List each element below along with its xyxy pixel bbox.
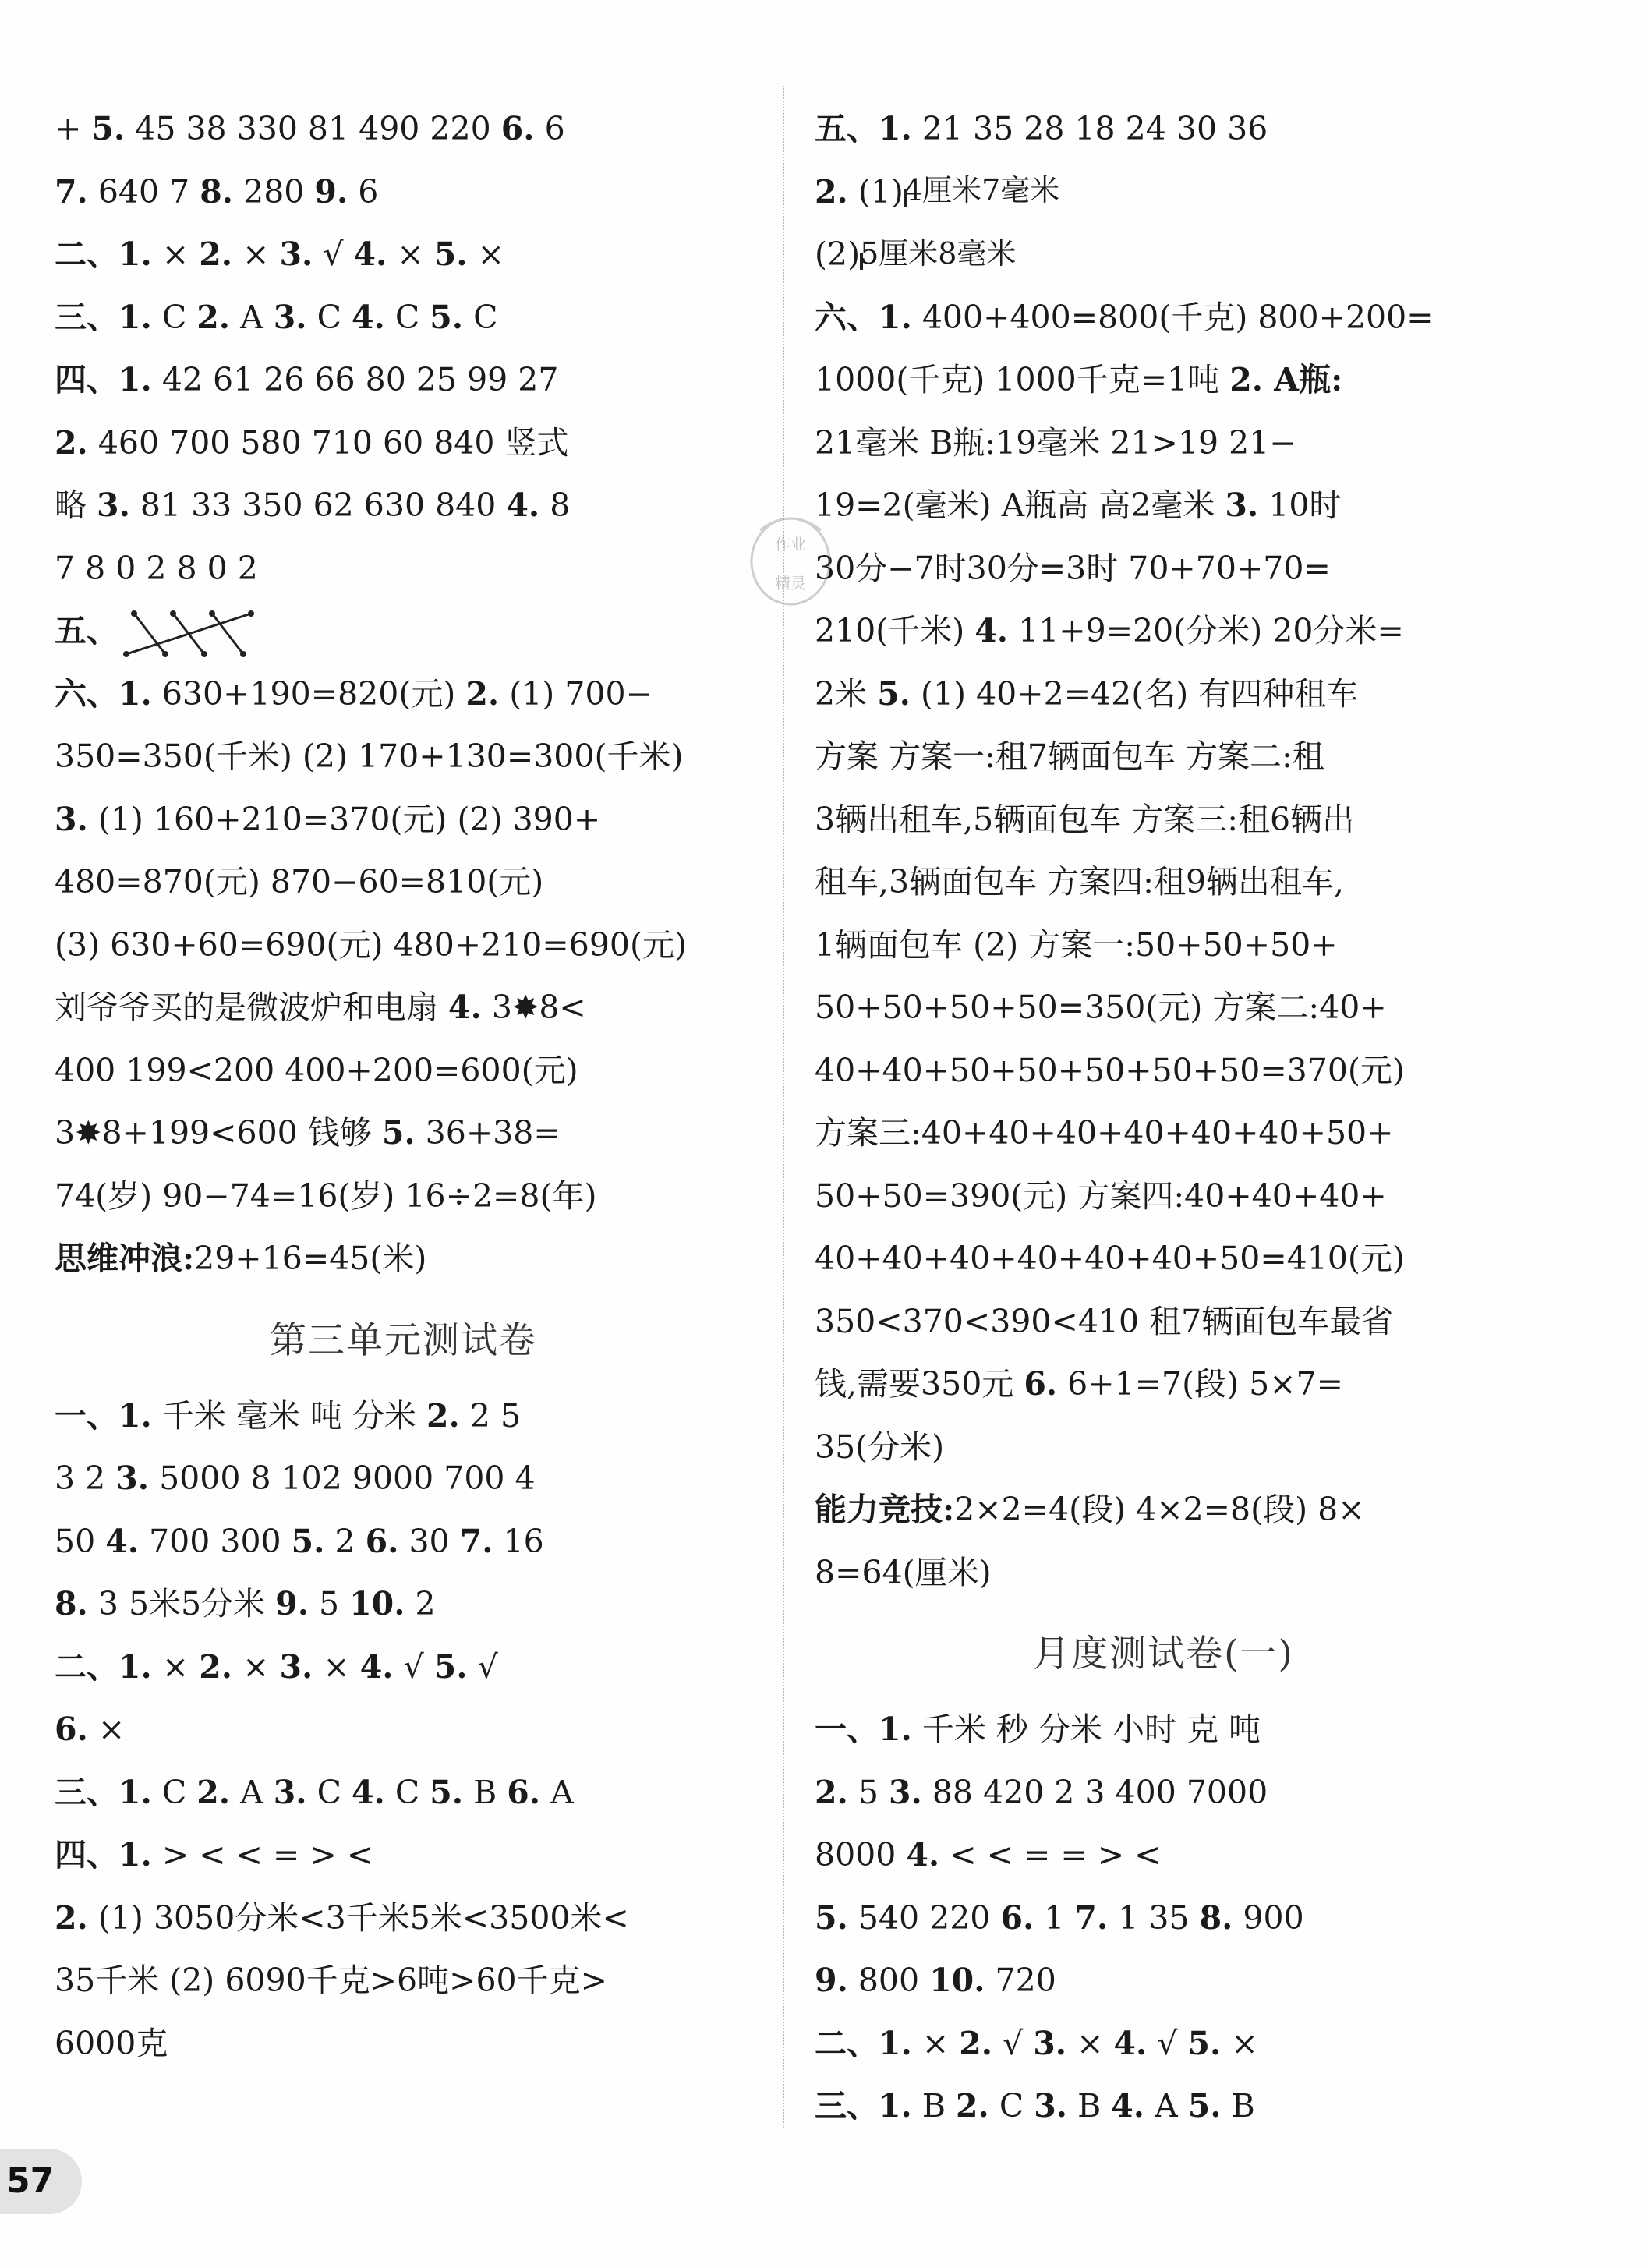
answer-text: × — [232, 235, 280, 273]
answer-text: 42 61 26 66 80 25 99 27 — [151, 361, 559, 398]
answer-text: C — [384, 298, 430, 336]
question-number: 4. — [974, 612, 1009, 649]
question-number: 6. — [1000, 1898, 1034, 1937]
answer-text: 45 38 330 81 490 220 — [125, 110, 501, 147]
answer-text: × — [87, 1711, 126, 1748]
answer-text: 50+50=390(元) 方案四:40+40+40+ — [815, 1176, 1387, 1215]
question-number: 3. — [115, 1460, 150, 1497]
answer-text: 800 — [847, 1962, 930, 1999]
answer-text: 3 5米5分米 — [87, 1585, 276, 1622]
question-number: 2. — [959, 2024, 993, 2062]
question-number: 能力竞技: — [815, 1491, 955, 1528]
question-number: 7. — [1074, 1898, 1109, 1937]
answer-text: × — [1066, 2024, 1114, 2062]
answer-text: √ — [992, 2024, 1034, 2062]
question-number: 3. — [55, 800, 88, 838]
answer-text: B — [1067, 2087, 1112, 2125]
section-title: 月度测试卷(一) — [1033, 1633, 1294, 1675]
answer-text: 16 — [493, 1522, 544, 1560]
question-number: 3. — [97, 487, 130, 524]
answer-line — [815, 1824, 1512, 1887]
answer-text: 2 — [324, 1522, 366, 1560]
answer-line — [55, 97, 752, 161]
answer-line — [815, 1478, 1512, 1541]
answer-text: A — [230, 298, 274, 336]
answer-text: 630+190=820(元) — [151, 674, 466, 713]
question-number: 5. — [1187, 2087, 1222, 2125]
answer-line — [55, 1636, 752, 1699]
match-line — [212, 614, 243, 654]
answer-text: 3✸8< — [481, 989, 586, 1026]
answer-text: 6000克 — [55, 2024, 168, 2062]
match-line — [126, 614, 251, 654]
answer-text: B — [463, 1773, 508, 1811]
question-number: 二、1. — [55, 1647, 152, 1686]
question-number: 2. — [465, 674, 500, 713]
question-number: 6. — [1024, 1365, 1058, 1403]
answer-line — [815, 1949, 1512, 2012]
answer-line — [55, 1949, 752, 2012]
answer-line — [55, 1761, 752, 1824]
answer-line — [815, 1165, 1512, 1228]
answer-line — [815, 412, 1512, 475]
question-number: 9. — [275, 1585, 309, 1622]
answer-line — [55, 1165, 752, 1228]
answer-line — [815, 1290, 1512, 1353]
question-number: 四、1. — [55, 1836, 152, 1873]
answer-text: C — [988, 2087, 1034, 2125]
question-number: 5. — [91, 110, 126, 147]
answer-text: 36+38= — [415, 1114, 561, 1152]
question-number: 10. — [929, 1962, 985, 1999]
question-number: 6. — [365, 1522, 399, 1560]
question-number: 8. — [55, 1585, 88, 1622]
question-number: 6. — [55, 1711, 88, 1748]
answer-text: 19=2(毫米) A瓶高 高2毫米 — [815, 487, 1225, 524]
answer-line — [815, 976, 1512, 1039]
answer-text: × — [313, 1647, 360, 1686]
answer-text: 50+50+50+50=350(元) 方案二:40+ — [815, 989, 1387, 1026]
answer-text: B — [911, 2087, 957, 2125]
question-number: 三、1. — [55, 298, 152, 336]
answer-text: > < < = > < — [151, 1836, 374, 1873]
answer-text: √ — [1147, 2024, 1188, 2062]
answer-text: 6 — [348, 172, 379, 211]
question-number: 2. — [1229, 361, 1263, 398]
question-number: 一、1. — [55, 1396, 152, 1435]
answer-text: 21 35 28 18 24 30 36 — [911, 110, 1268, 147]
answer-text: 640 7 — [87, 172, 200, 211]
answer-text: 2米 — [815, 674, 878, 713]
segment-bar — [860, 253, 863, 270]
answer-line — [55, 1573, 752, 1636]
answer-text: (1) 3050分米<3千米5米<3500米< — [87, 1898, 629, 1937]
question-number: 3. — [1225, 487, 1259, 524]
answer-line — [55, 286, 752, 349]
answer-text: (2) — [815, 235, 861, 273]
answer-line — [55, 914, 752, 977]
question-number: 二、1. — [815, 2024, 912, 2062]
question-number: 4. — [448, 989, 482, 1026]
answer-line — [55, 976, 752, 1039]
question-number: 7. — [55, 172, 88, 211]
answer-text: 50 — [55, 1522, 106, 1560]
right-column — [815, 97, 1512, 2138]
page-number: 57 — [6, 2161, 55, 2201]
answer-line — [55, 1824, 752, 1887]
question-number: 四、1. — [55, 361, 152, 398]
answer-line — [55, 537, 752, 600]
answer-line — [815, 1039, 1512, 1102]
question-number: 4. — [506, 487, 540, 524]
answer-text: 2 — [405, 1585, 436, 1622]
answer-text: × — [232, 1647, 280, 1686]
question-number: 4. — [1111, 2087, 1145, 2125]
answer-line — [55, 223, 752, 286]
answer-line — [55, 663, 752, 726]
question-number: 6. — [500, 110, 535, 147]
question-number: 3. — [1034, 2087, 1068, 2125]
answer-text: 略 — [55, 487, 97, 524]
answer-text: 30分−7时30分=3时 70+70+70= — [815, 549, 1331, 587]
answer-text: 钱,需要350元 — [815, 1365, 1024, 1403]
answer-line — [55, 1698, 752, 1761]
answer-line — [55, 1227, 752, 1290]
watermark-bottom: 精灵 — [775, 574, 806, 593]
question-number: 2. — [199, 235, 233, 273]
answer-text: 40+40+40+40+40+40+50=410(元) — [815, 1240, 1405, 1277]
question-number: 五、 — [55, 612, 118, 649]
answer-text: 千米 毫米 吨 分米 — [151, 1396, 426, 1435]
answer-text: × — [1221, 2024, 1258, 2062]
answer-text: 2×2=4(段) 4×2=8(段) 8× — [954, 1491, 1365, 1528]
question-number: 3. — [1033, 2024, 1067, 2062]
answer-text: C — [463, 298, 498, 336]
answer-text: 5 — [847, 1773, 889, 1811]
question-number: 4. — [105, 1522, 140, 1560]
answer-text: 方案 方案一:租7辆面包车 方案二:租 — [815, 738, 1324, 775]
question-number: 二、1. — [55, 235, 152, 273]
answer-text: 35千米 (2) 6090千克>6吨>60千克> — [55, 1962, 607, 1999]
answer-line — [55, 1447, 752, 1510]
question-number: 8. — [1199, 1898, 1233, 1937]
question-number: A瓶: — [1263, 361, 1343, 398]
answer-text: × — [467, 235, 504, 273]
answer-line — [815, 788, 1512, 851]
question-number: 6. — [507, 1773, 541, 1811]
question-number: 5. — [433, 235, 468, 273]
section-title: 第三单元测试卷 — [270, 1318, 537, 1362]
answer-line — [815, 1761, 1512, 1824]
question-number: 7. — [459, 1522, 493, 1560]
answer-text: (1) — [847, 172, 904, 211]
answer-line — [815, 2075, 1512, 2138]
answer-line — [815, 1698, 1512, 1761]
answer-line — [815, 349, 1512, 412]
answer-text: 10时 — [1258, 487, 1342, 524]
answer-line — [55, 788, 752, 851]
answer-line — [55, 474, 752, 537]
question-number: 9. — [815, 1962, 848, 1999]
answer-line — [55, 412, 752, 475]
question-number: 六、1. — [815, 298, 912, 336]
answer-text: 8000 — [815, 1836, 907, 1873]
answer-line — [815, 1102, 1512, 1165]
answer-text: 刘爷爷买的是微波炉和电扇 — [55, 989, 449, 1026]
answer-text: 3 2 — [55, 1460, 116, 1497]
question-number: 2. — [956, 2087, 989, 2125]
left-column — [55, 97, 752, 2075]
answer-line — [815, 1227, 1512, 1290]
answer-line: (2) 5厘米8毫米 — [815, 235, 1017, 273]
question-number: 4. — [352, 1773, 385, 1811]
answer-line — [815, 1887, 1512, 1950]
answer-text: 租车,3辆面包车 方案四:租9辆出租车, — [815, 863, 1345, 900]
answer-text: × — [387, 235, 434, 273]
answer-text: (1) 40+2=42(名) 有四种租车 — [910, 674, 1359, 713]
answer-line — [55, 1887, 752, 1950]
answer-text: A — [1144, 2087, 1188, 2125]
answer-line — [815, 1353, 1512, 1416]
answer-line: 2. (1) 4厘米7毫米 — [815, 172, 1060, 211]
question-number: 3. — [273, 298, 307, 336]
question-number: 3. — [273, 1773, 307, 1811]
answer-text: 21毫米 B瓶:19毫米 21>19 21− — [815, 423, 1296, 462]
question-number: 5. — [430, 298, 464, 336]
answer-text: × — [151, 1647, 200, 1686]
answer-line — [815, 97, 1512, 161]
answer-text: 900 — [1233, 1898, 1304, 1937]
answer-text: 2 5 — [459, 1396, 522, 1435]
answer-line — [55, 1510, 752, 1573]
question-number: 2. — [196, 298, 231, 336]
question-number: 一、1. — [815, 1711, 912, 1748]
question-number: 3. — [888, 1773, 922, 1811]
answer-line — [815, 1416, 1512, 1479]
question-number: 三、1. — [815, 2087, 912, 2125]
answer-text: × — [911, 2024, 960, 2062]
answer-line — [815, 474, 1512, 537]
answer-text: 8=64(厘米) — [815, 1553, 992, 1591]
answer-line — [55, 1102, 752, 1165]
question-number: 思维冲浪: — [55, 1240, 195, 1277]
answer-text: 460 700 580 710 60 840 竖式 — [87, 423, 569, 462]
question-number: 2. — [55, 423, 88, 462]
column-divider — [783, 86, 784, 2128]
answer-line — [815, 663, 1512, 726]
answer-text: + — [55, 110, 92, 147]
answer-text: B — [1221, 2087, 1255, 2125]
answer-text: × — [151, 235, 200, 273]
question-number: 2. — [196, 1773, 231, 1811]
question-number: 4. — [359, 1647, 394, 1686]
answer-text: 1辆面包车 (2) 方案一:50+50+50+ — [815, 925, 1338, 964]
answer-text: (3) 630+60=690(元) 480+210=690(元) — [55, 925, 687, 964]
question-number: 2. — [815, 172, 848, 211]
question-number: 3. — [279, 235, 313, 273]
match-line — [134, 614, 165, 654]
matching-lines-diagram — [118, 603, 267, 665]
answer-text: C — [306, 298, 352, 336]
answer-text: 方案三:40+40+40+40+40+40+50+ — [815, 1114, 1394, 1152]
question-number: 8. — [200, 172, 234, 211]
answer-text: C — [151, 1773, 197, 1811]
answer-line — [815, 725, 1512, 788]
answer-text: (1) 700− — [499, 674, 653, 713]
question-number: 五、1. — [815, 110, 912, 147]
answer-text: 7 8 0 2 8 0 2 — [55, 549, 258, 587]
answer-text: C — [151, 298, 197, 336]
answer-text: (1) 160+210=370(元) (2) 390+ — [87, 800, 601, 838]
answer-text: 11+9=20(分米) 20分米= — [1008, 612, 1404, 649]
answer-text: √ — [467, 1647, 498, 1686]
answer-text: 350=350(千米) (2) 170+130=300(千米) — [55, 738, 684, 775]
answer-line — [815, 914, 1512, 977]
answer-line — [55, 161, 752, 224]
question-number: 3. — [279, 1647, 313, 1686]
answer-line — [815, 286, 1512, 349]
answer-line — [815, 2012, 1512, 2075]
answer-text: 40+40+50+50+50+50+50=370(元) — [815, 1051, 1405, 1089]
question-number: 5. — [430, 1773, 464, 1811]
answer-line — [55, 851, 752, 914]
question-number: 2. — [199, 1647, 233, 1686]
answer-text: √ — [393, 1647, 434, 1686]
question-number: 2. — [55, 1898, 88, 1937]
answer-text: 400+400=800(千克) 800+200= — [911, 298, 1434, 336]
answer-text: 540 220 — [847, 1898, 1001, 1937]
answer-text: 35(分米) — [815, 1428, 945, 1466]
question-number: 10. — [349, 1585, 405, 1622]
question-number: 5. — [815, 1898, 848, 1937]
answer-text: √ — [313, 235, 354, 273]
question-number: 4. — [353, 235, 387, 273]
question-number: 5. — [433, 1647, 468, 1686]
answer-text: 1 35 — [1108, 1898, 1200, 1937]
answer-text: A — [230, 1773, 274, 1811]
question-number: 9. — [314, 172, 348, 211]
question-number: 六、1. — [55, 674, 152, 713]
answer-text: C — [384, 1773, 430, 1811]
answer-text: 74(岁) 90−74=16(岁) 16÷2=8(年) — [55, 1176, 597, 1215]
answer-text: 3辆出租车,5辆面包车 方案三:租6辆出 — [815, 800, 1355, 838]
segment-bar — [904, 189, 907, 207]
answer-line — [815, 600, 1512, 663]
answer-text: 700 300 — [139, 1522, 292, 1560]
answer-text: 400 199<200 400+200=600(元) — [55, 1051, 578, 1089]
answer-text: 6+1=7(段) 5×7= — [1057, 1365, 1344, 1403]
question-number: 4. — [352, 298, 385, 336]
question-number: 2. — [426, 1396, 460, 1435]
answer-text: 30 — [398, 1522, 460, 1560]
question-number: 5. — [877, 674, 911, 713]
answer-text: 5000 8 102 9000 700 4 — [149, 1460, 536, 1497]
answer-line — [55, 2012, 752, 2075]
answer-line — [55, 1039, 752, 1102]
answer-text: 8 — [539, 487, 571, 524]
question-number: 2. — [815, 1773, 848, 1811]
answer-text: 480=870(元) 870−60=810(元) — [55, 863, 544, 900]
question-number: 5. — [1187, 2024, 1222, 2062]
answer-line — [55, 725, 752, 788]
answer-line — [55, 349, 752, 412]
answer-text: 350<370<390<410 租7辆面包车最省 — [815, 1302, 1394, 1340]
answer-text: 720 — [985, 1962, 1056, 1999]
answer-text: C — [306, 1773, 352, 1811]
watermark-stamp — [744, 507, 836, 608]
answer-text: A — [540, 1773, 574, 1811]
answer-text: 5 — [308, 1585, 350, 1622]
answer-line — [55, 1385, 752, 1448]
answer-line — [815, 537, 1512, 600]
answer-text: 6 — [534, 110, 565, 147]
question-number: 5. — [381, 1114, 416, 1152]
watermark-top: 作业 — [775, 535, 806, 554]
answer-line — [815, 851, 1512, 914]
question-number: 5. — [291, 1522, 325, 1560]
question-number: 4. — [1113, 2024, 1148, 2062]
answer-line — [55, 600, 752, 663]
answer-text: < < = = > < — [939, 1836, 1162, 1873]
answer-text: 81 33 350 62 630 840 — [129, 487, 507, 524]
question-number: 4. — [906, 1836, 940, 1873]
answer-text: 1000(千克) 1000千克=1吨 — [815, 361, 1230, 398]
question-number: 三、1. — [55, 1773, 152, 1811]
answer-text: 29+16=45(米) — [194, 1240, 427, 1277]
answer-text: 3✸8+199<600 钱够 — [55, 1114, 382, 1152]
answer-text: 千米 秒 分米 小时 克 吨 — [911, 1711, 1261, 1748]
answer-text: 280 — [233, 172, 315, 211]
answer-text: 1 — [1034, 1898, 1075, 1937]
answer-line — [815, 1541, 1512, 1605]
answer-text: 210(千米) — [815, 612, 975, 649]
answer-text: 88 420 2 3 400 7000 — [921, 1773, 1268, 1811]
